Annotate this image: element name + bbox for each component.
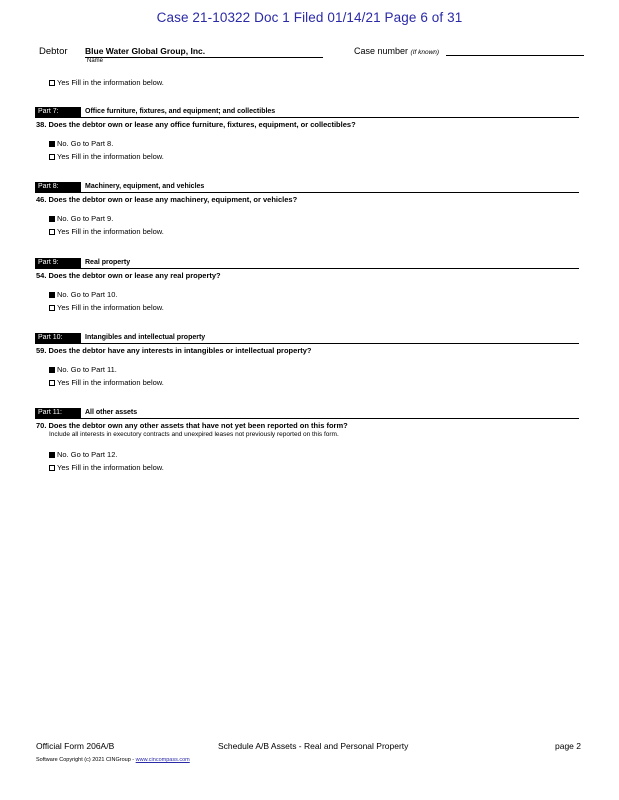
top-yes-option[interactable] — [49, 78, 164, 87]
debtor-label: Debtor — [39, 46, 68, 57]
checkbox-icon[interactable] — [49, 292, 55, 298]
part-tag: Part 9: — [35, 258, 81, 268]
checkbox-icon[interactable] — [49, 80, 55, 86]
software-copyright — [36, 757, 190, 763]
option-label: Yes Fill in the information below. — [57, 463, 164, 472]
checkbox-icon[interactable] — [49, 216, 55, 222]
option-label: No. Go to Part 9. — [57, 214, 114, 223]
no-option[interactable] — [49, 365, 117, 374]
yes-option[interactable] — [49, 227, 164, 236]
no-option[interactable] — [49, 450, 117, 459]
option-label: Yes Fill in the information below. — [57, 152, 164, 161]
copyright-link[interactable]: www.cincompass.com — [135, 757, 190, 763]
part-title: Real property — [85, 259, 131, 266]
part-header — [35, 258, 579, 269]
checkbox-icon[interactable] — [49, 154, 55, 160]
yes-option[interactable] — [49, 378, 164, 387]
part-header — [35, 333, 579, 344]
copyright-text: Software Copyright (c) 2021 CINGroup - — [36, 757, 136, 763]
part-tag: Part 7: — [35, 107, 81, 117]
footer-page: page 2 — [555, 741, 581, 751]
debtor-name: Blue Water Global Group, Inc. — [85, 46, 323, 58]
no-option[interactable] — [49, 214, 113, 223]
yes-option[interactable] — [49, 463, 164, 472]
footer-title: Schedule A/B Assets - Real and Personal Property — [218, 741, 409, 751]
no-option[interactable] — [49, 290, 117, 299]
name-caption: Name — [87, 58, 104, 64]
case-number-label — [354, 46, 439, 56]
question-note: Include all interests in executory contracts and unexpired leases not previously reported on this form. — [49, 431, 339, 438]
checkbox-icon[interactable] — [49, 380, 55, 386]
yes-option[interactable] — [49, 303, 164, 312]
checkbox-icon[interactable] — [49, 452, 55, 458]
if-known-text: (If known) — [410, 49, 440, 56]
question: 70. Does the debtor own any other assets that have not yet been reported on this form? — [36, 421, 348, 430]
question: 54. Does the debtor own or lease any real property? — [36, 271, 221, 280]
option-label: No. Go to Part 12. — [57, 450, 118, 459]
part-header — [35, 408, 579, 419]
question: 59. Does the debtor have any interests in intangibles or intellectual property? — [36, 346, 312, 355]
question: 46. Does the debtor own or lease any machinery, equipment, or vehicles? — [36, 195, 298, 204]
checkbox-icon[interactable] — [49, 229, 55, 235]
option-label: Yes Fill in the information below. — [57, 227, 164, 236]
question: 38. Does the debtor own or lease any office furniture, fixtures, equipment, or collectibles? — [36, 120, 356, 129]
part-title: All other assets — [85, 409, 138, 416]
option-label: Yes Fill in the information below. — [57, 78, 164, 87]
option-label: Yes Fill in the information below. — [57, 303, 164, 312]
no-option[interactable] — [49, 139, 113, 148]
checkbox-icon[interactable] — [49, 367, 55, 373]
option-label: Yes Fill in the information below. — [57, 378, 164, 387]
checkbox-icon[interactable] — [49, 141, 55, 147]
part-tag: Part 10: — [35, 333, 81, 343]
filing-stamp: Case 21-10322 Doc 1 Filed 01/14/21 Page 6 of 31 — [156, 10, 463, 25]
part-title: Machinery, equipment, and vehicles — [85, 183, 205, 190]
yes-option[interactable] — [49, 152, 164, 161]
part-title: Intangibles and intellectual property — [85, 334, 206, 341]
part-tag: Part 8: — [35, 182, 81, 192]
checkbox-icon[interactable] — [49, 465, 55, 471]
option-label: No. Go to Part 10. — [57, 290, 118, 299]
checkbox-icon[interactable] — [49, 305, 55, 311]
option-label: No. Go to Part 8. — [57, 139, 114, 148]
footer-form-name: Official Form 206A/B — [36, 741, 115, 751]
part-title: Office furniture, fixtures, and equipment; and collectibles — [85, 108, 276, 115]
part-tag: Part 11: — [35, 408, 81, 418]
case-number-field[interactable] — [446, 55, 584, 56]
part-header — [35, 107, 579, 118]
part-header — [35, 182, 579, 193]
option-label: No. Go to Part 11. — [57, 365, 117, 374]
case-number-text: Case number — [354, 46, 409, 56]
